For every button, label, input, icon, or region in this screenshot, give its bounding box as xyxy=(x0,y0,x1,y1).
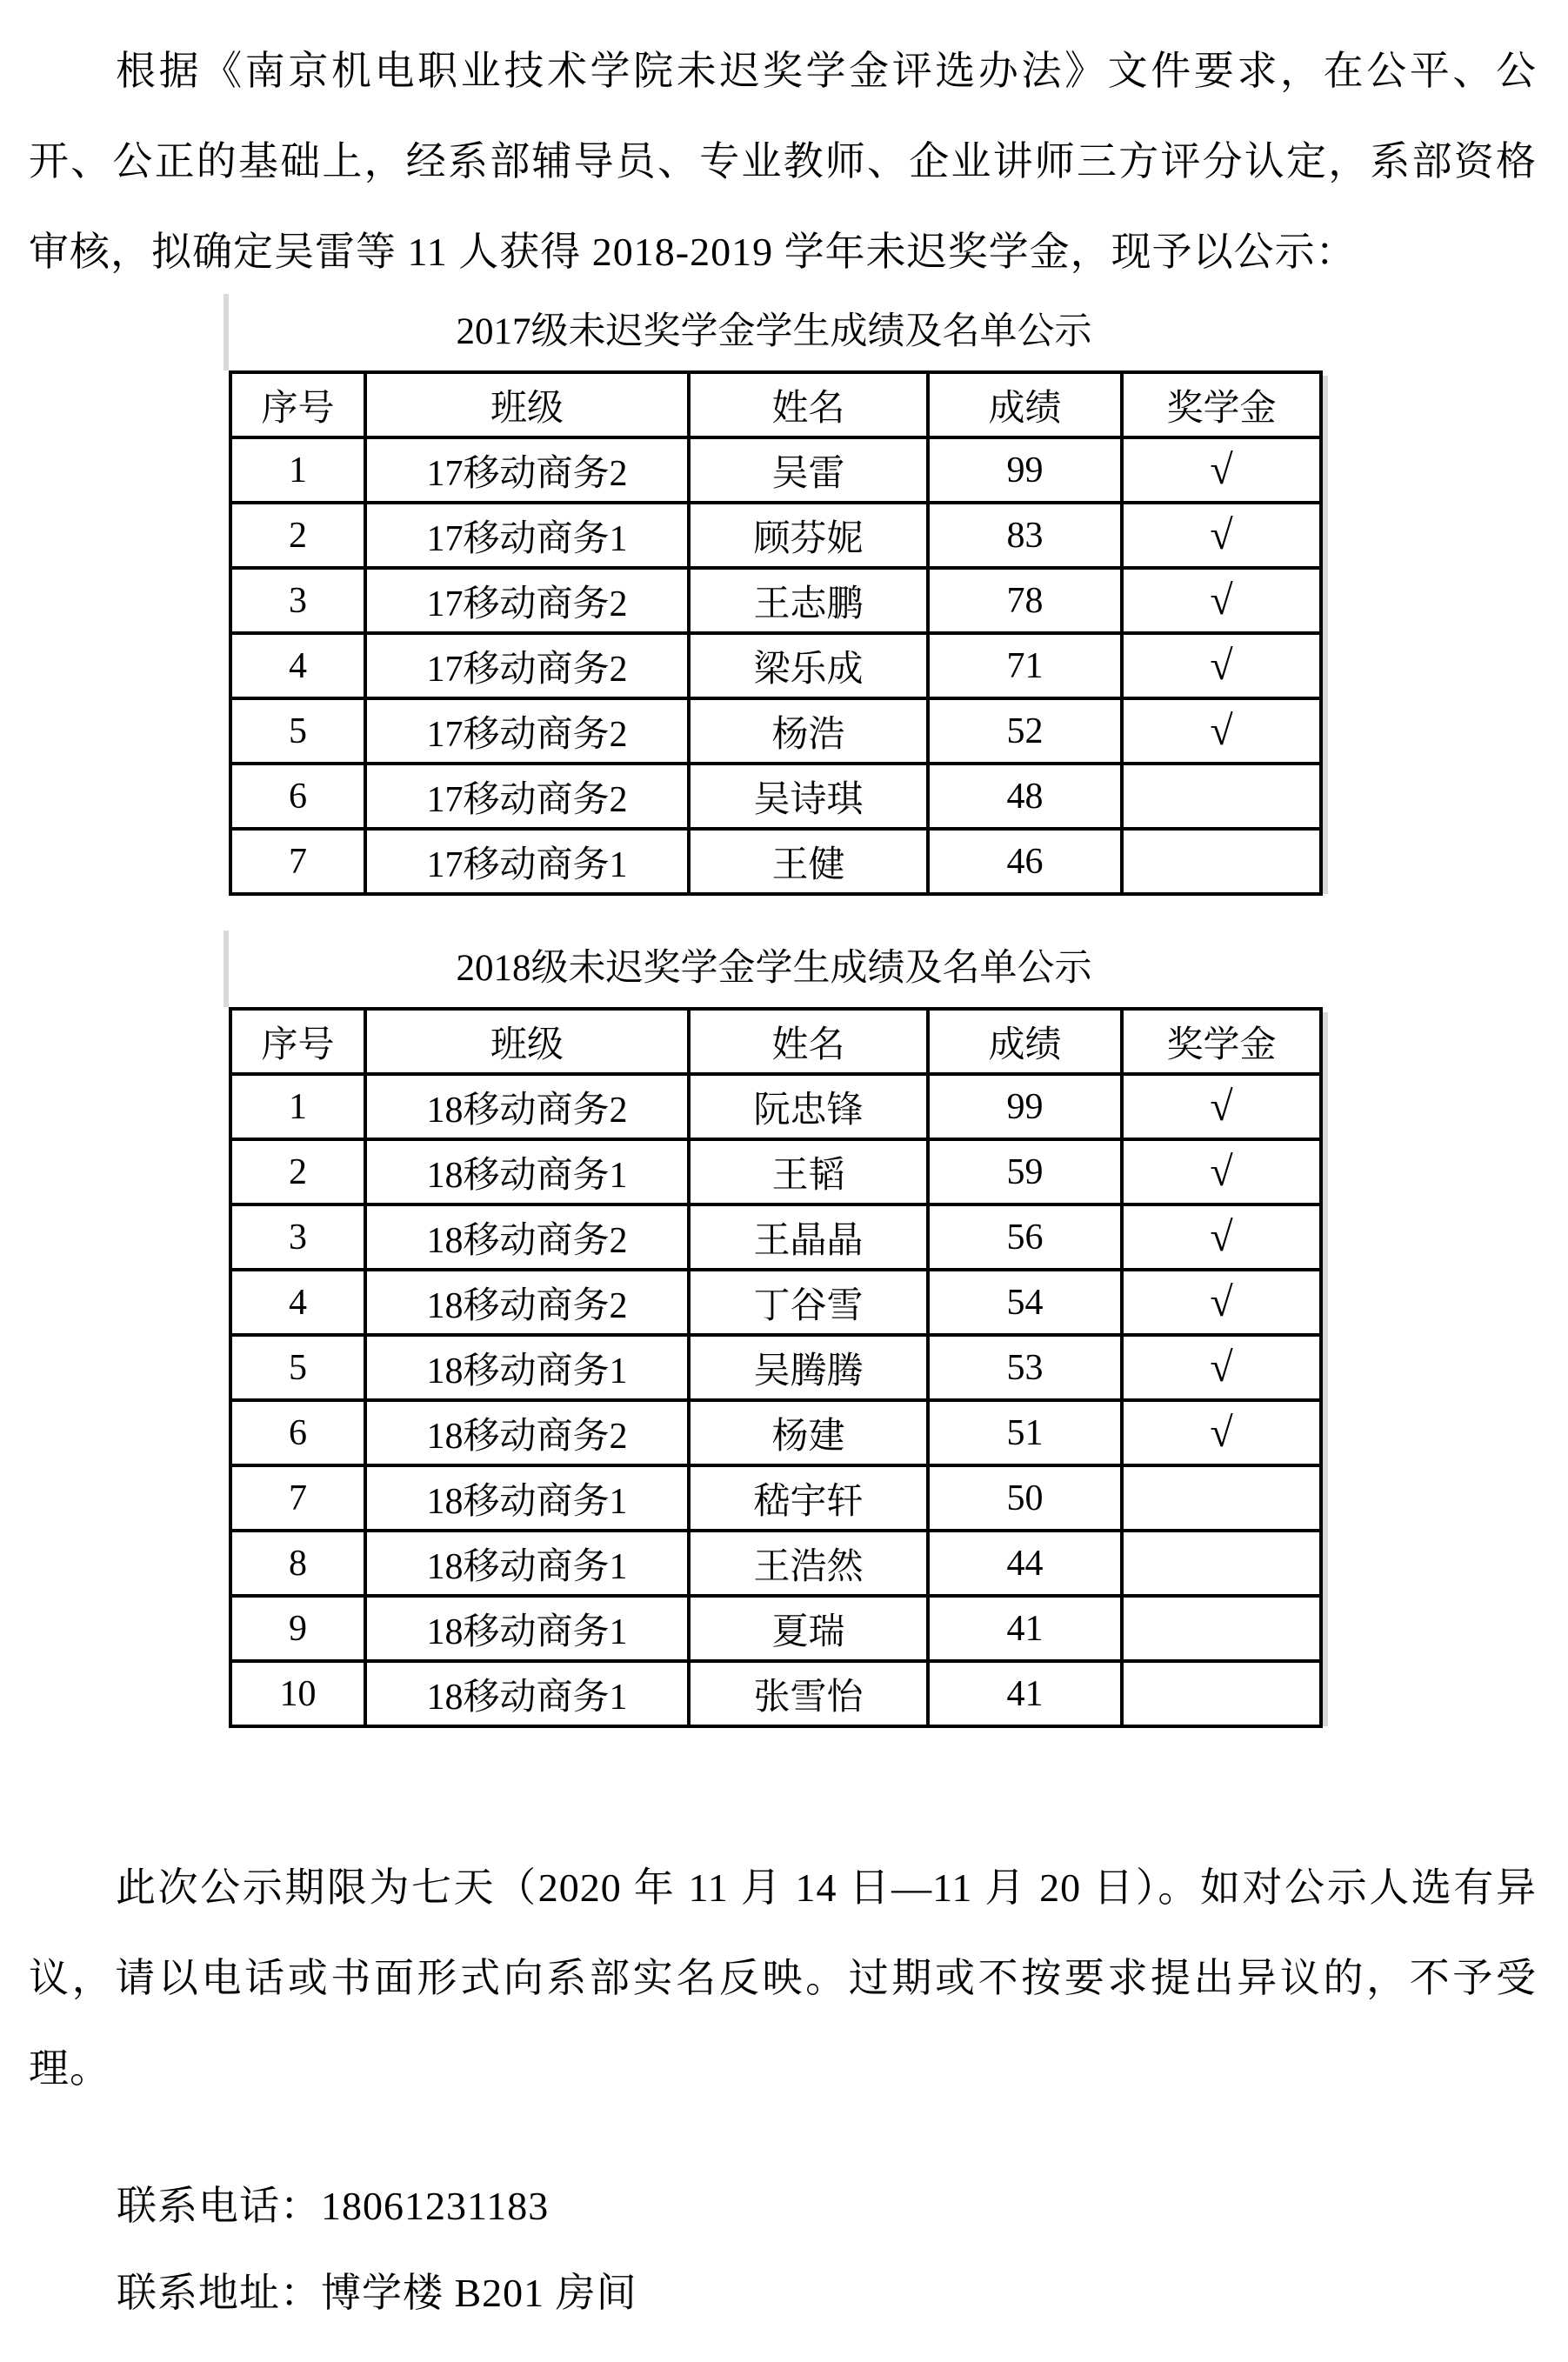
class-cell: 18移动商务1 xyxy=(365,1465,689,1531)
name-cell: 顾芬妮 xyxy=(689,503,928,568)
score-cell: 59 xyxy=(928,1139,1122,1204)
table-row xyxy=(230,503,1321,568)
index-cell: 7 xyxy=(230,1465,365,1531)
award-cell xyxy=(1122,829,1321,894)
class-cell: 18移动商务2 xyxy=(365,1074,689,1139)
index-cell: 5 xyxy=(230,1335,365,1400)
class-cell: 18移动商务1 xyxy=(365,1596,689,1661)
table-row xyxy=(230,1596,1321,1661)
table-2017-wrapper xyxy=(229,370,1319,896)
index-cell: 7 xyxy=(230,829,365,894)
table-row xyxy=(230,1531,1321,1596)
column-header: 奖学金 xyxy=(1122,372,1321,437)
column-header: 班级 xyxy=(365,1009,689,1074)
class-cell: 17移动商务2 xyxy=(365,568,689,633)
score-cell: 48 xyxy=(928,764,1122,829)
index-cell: 2 xyxy=(230,1139,365,1204)
award-cell xyxy=(1122,1465,1321,1531)
column-header: 奖学金 xyxy=(1122,1009,1321,1074)
score-cell: 51 xyxy=(928,1400,1122,1465)
award-checkmark: √ xyxy=(1122,437,1321,503)
table-row xyxy=(230,1074,1321,1139)
award-checkmark: √ xyxy=(1122,1204,1321,1270)
class-cell: 18移动商务1 xyxy=(365,1531,689,1596)
index-cell: 1 xyxy=(230,1074,365,1139)
contact-phone: 联系电话：18061231183 xyxy=(117,2184,550,2228)
table-header-row xyxy=(230,1009,1321,1074)
column-header: 姓名 xyxy=(689,1009,928,1074)
class-cell: 18移动商务2 xyxy=(365,1400,689,1465)
table-row xyxy=(230,1139,1321,1204)
score-cell: 50 xyxy=(928,1465,1122,1531)
table-row xyxy=(230,1335,1321,1400)
table-row xyxy=(230,1400,1321,1465)
name-cell: 阮忠锋 xyxy=(689,1074,928,1139)
award-cell xyxy=(1122,1531,1321,1596)
scholarship-table-2017 xyxy=(229,370,1323,896)
name-cell: 张雪怡 xyxy=(689,1661,928,1726)
index-cell: 6 xyxy=(230,764,365,829)
award-cell xyxy=(1122,1661,1321,1726)
table-2018-wrapper xyxy=(229,1007,1319,1728)
class-cell: 17移动商务1 xyxy=(365,503,689,568)
index-cell: 9 xyxy=(230,1596,365,1661)
name-cell: 夏瑞 xyxy=(689,1596,928,1661)
column-header: 姓名 xyxy=(689,372,928,437)
award-checkmark: √ xyxy=(1122,503,1321,568)
score-cell: 53 xyxy=(928,1335,1122,1400)
table-row xyxy=(230,764,1321,829)
award-checkmark: √ xyxy=(1122,633,1321,698)
intro-paragraph: 根据《南京机电职业技术学院未迟奖学金评选办法》文件要求，在公平、公开、公正的基础上，经系部辅导员、专业教师、企业讲师三方评分认定，系部资格审核，拟确定吴雷等 11 人获得 2018-2019 学年未迟奖学金，现予以公示： xyxy=(29,49,1537,274)
award-checkmark: √ xyxy=(1122,1335,1321,1400)
class-cell: 17移动商务2 xyxy=(365,698,689,764)
name-cell: 杨建 xyxy=(689,1400,928,1465)
score-cell: 44 xyxy=(928,1531,1122,1596)
class-cell: 18移动商务2 xyxy=(365,1270,689,1335)
score-cell: 83 xyxy=(928,503,1122,568)
score-cell: 41 xyxy=(928,1596,1122,1661)
award-cell xyxy=(1122,764,1321,829)
contact-address: 联系地址：博学楼 B201 房间 xyxy=(117,2271,637,2315)
class-cell: 17移动商务2 xyxy=(365,437,689,503)
award-checkmark: √ xyxy=(1122,1139,1321,1204)
index-cell: 6 xyxy=(230,1400,365,1465)
table-row xyxy=(230,1204,1321,1270)
table-row xyxy=(230,568,1321,633)
score-cell: 56 xyxy=(928,1204,1122,1270)
award-cell xyxy=(1122,1596,1321,1661)
score-cell: 99 xyxy=(928,437,1122,503)
name-cell: 王浩然 xyxy=(689,1531,928,1596)
name-cell: 丁谷雪 xyxy=(689,1270,928,1335)
award-checkmark: √ xyxy=(1122,1400,1321,1465)
name-cell: 王韬 xyxy=(689,1139,928,1204)
name-cell: 梁乐成 xyxy=(689,633,928,698)
name-cell: 吴诗琪 xyxy=(689,764,928,829)
name-cell: 吴雷 xyxy=(689,437,928,503)
name-cell: 王健 xyxy=(689,829,928,894)
index-cell: 5 xyxy=(230,698,365,764)
score-cell: 71 xyxy=(928,633,1122,698)
score-cell: 99 xyxy=(928,1074,1122,1139)
table-row xyxy=(230,829,1321,894)
award-checkmark: √ xyxy=(1122,698,1321,764)
name-cell: 吴腾腾 xyxy=(689,1335,928,1400)
class-cell: 18移动商务1 xyxy=(365,1335,689,1400)
index-cell: 4 xyxy=(230,1270,365,1335)
class-cell: 18移动商务2 xyxy=(365,1204,689,1270)
index-cell: 3 xyxy=(230,568,365,633)
score-cell: 46 xyxy=(928,829,1122,894)
score-cell: 52 xyxy=(928,698,1122,764)
class-cell: 18移动商务1 xyxy=(365,1661,689,1726)
name-cell: 杨浩 xyxy=(689,698,928,764)
index-cell: 2 xyxy=(230,503,365,568)
table-title-2017: 2017级未迟奖学金学生成绩及名单公示 xyxy=(456,311,1092,352)
score-cell: 41 xyxy=(928,1661,1122,1726)
score-cell: 78 xyxy=(928,568,1122,633)
table-row xyxy=(230,1270,1321,1335)
index-cell: 1 xyxy=(230,437,365,503)
notice-paragraph: 此次公示期限为七天（2020 年 11 月 14 日—11 月 20 日）。如对公示人选有异议，请以电话或书面形式向系部实名反映。过期或不按要求提出异议的，不予受理。 xyxy=(29,1865,1537,2091)
table-row xyxy=(230,1465,1321,1531)
table-header-row xyxy=(230,372,1321,437)
index-cell: 4 xyxy=(230,633,365,698)
table-row xyxy=(230,437,1321,503)
name-cell: 王晶晶 xyxy=(689,1204,928,1270)
award-checkmark: √ xyxy=(1122,568,1321,633)
table-row xyxy=(230,633,1321,698)
column-header: 班级 xyxy=(365,372,689,437)
score-cell: 54 xyxy=(928,1270,1122,1335)
index-cell: 3 xyxy=(230,1204,365,1270)
table-row xyxy=(230,698,1321,764)
index-cell: 8 xyxy=(230,1531,365,1596)
scholarship-table-2018 xyxy=(229,1007,1323,1728)
award-checkmark: √ xyxy=(1122,1270,1321,1335)
column-header: 成绩 xyxy=(928,372,1122,437)
class-cell: 17移动商务2 xyxy=(365,764,689,829)
name-cell: 嵇宇轩 xyxy=(689,1465,928,1531)
class-cell: 17移动商务2 xyxy=(365,633,689,698)
award-checkmark: √ xyxy=(1122,1074,1321,1139)
name-cell: 王志鹏 xyxy=(689,568,928,633)
table-row xyxy=(230,1661,1321,1726)
column-header: 序号 xyxy=(230,1009,365,1074)
table-title-2018: 2018级未迟奖学金学生成绩及名单公示 xyxy=(456,948,1092,989)
column-header: 序号 xyxy=(230,372,365,437)
column-header: 成绩 xyxy=(928,1009,1122,1074)
index-cell: 10 xyxy=(230,1661,365,1726)
class-cell: 17移动商务1 xyxy=(365,829,689,894)
class-cell: 18移动商务1 xyxy=(365,1139,689,1204)
